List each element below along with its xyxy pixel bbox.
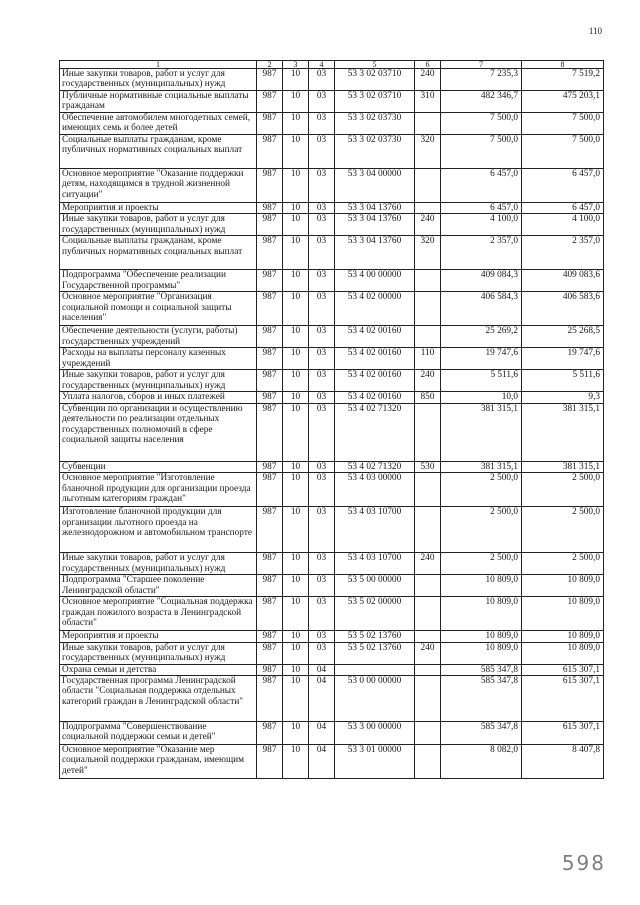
amount-year-2: 7 519,2: [522, 69, 604, 91]
expense-type-code: 240: [415, 642, 441, 664]
expense-type-code: 320: [415, 236, 441, 270]
target-article-code: 53 4 00 00000: [335, 270, 415, 292]
amount-year-1: 4 100,0: [441, 214, 522, 236]
section-code: 10: [283, 722, 309, 745]
amount-year-1: 7 500,0: [441, 135, 522, 169]
expense-name: Основное мероприятие "Оказание поддержки детям, находящимся в трудной жизненной ситуации": [60, 169, 257, 203]
table-row: [60, 631, 604, 642]
amount-year-1: 585 347,8: [441, 664, 522, 675]
column-header-2: 2: [257, 61, 283, 69]
header-row: [60, 61, 604, 69]
table-row: [60, 292, 604, 326]
section-code: 10: [283, 664, 309, 675]
section-code: 10: [283, 473, 309, 507]
column-header-6: 6: [415, 61, 441, 69]
amount-year-2: 615 307,1: [522, 664, 604, 675]
ministry-code: 987: [257, 553, 283, 575]
target-article-code: 53 3 02 03710: [335, 69, 415, 91]
column-header-1: 1: [60, 61, 257, 69]
subsection-code: 03: [309, 403, 335, 461]
amount-year-1: 7 235,3: [441, 69, 522, 91]
table-row: [60, 214, 604, 236]
expense-type-code: [415, 473, 441, 507]
expense-name: Иные закупки товаров, работ и услуг для государственных (муниципальных) нужд: [60, 69, 257, 91]
subsection-code: 03: [309, 236, 335, 270]
amount-year-1: 2 500,0: [441, 553, 522, 575]
amount-year-2: 406 583,6: [522, 292, 604, 326]
expense-type-code: 240: [415, 69, 441, 91]
ministry-code: 987: [257, 113, 283, 135]
section-code: 10: [283, 348, 309, 370]
section-code: 10: [283, 135, 309, 169]
ministry-code: 987: [257, 664, 283, 675]
amount-year-2: 4 100,0: [522, 214, 604, 236]
expense-type-code: 110: [415, 348, 441, 370]
table-row: [60, 236, 604, 270]
subsection-code: 03: [309, 270, 335, 292]
expense-name: Основное мероприятие "Организация социальной помощи и социальной защиты населения": [60, 292, 257, 326]
section-code: 10: [283, 169, 309, 203]
expense-type-code: [415, 676, 441, 722]
amount-year-2: 2 500,0: [522, 473, 604, 507]
table-row: [60, 135, 604, 169]
ministry-code: 987: [257, 403, 283, 461]
section-code: 10: [283, 507, 309, 553]
section-code: 10: [283, 69, 309, 91]
table-body: [60, 69, 604, 779]
expense-name: Подпрограмма "Совершенствование социальной поддержки семьи и детей": [60, 722, 257, 745]
subsection-code: 03: [309, 326, 335, 348]
ministry-code: 987: [257, 507, 283, 553]
section-code: 10: [283, 403, 309, 461]
subsection-code: 03: [309, 91, 335, 113]
subsection-code: 03: [309, 507, 335, 553]
expense-name: Публичные нормативные социальные выплаты гражданам: [60, 91, 257, 113]
table-row: [60, 348, 604, 370]
ministry-code: 987: [257, 214, 283, 236]
expense-type-code: 320: [415, 135, 441, 169]
section-code: 10: [283, 203, 309, 214]
expense-type-code: [415, 270, 441, 292]
expense-type-code: [415, 631, 441, 642]
expense-type-code: [415, 326, 441, 348]
expense-name: Обеспечение автомобилем многодетных семей, имеющих семь и более детей: [60, 113, 257, 135]
column-header-7: 7: [441, 61, 522, 69]
amount-year-1: 10 809,0: [441, 631, 522, 642]
ministry-code: 987: [257, 326, 283, 348]
amount-year-1: 10 809,0: [441, 597, 522, 631]
target-article-code: 53 4 03 10700: [335, 507, 415, 553]
expense-type-code: 850: [415, 392, 441, 403]
expense-name: Иные закупки товаров, работ и услуг для государственных (муниципальных) нужд: [60, 214, 257, 236]
target-article-code: 53 5 02 00000: [335, 597, 415, 631]
section-code: 10: [283, 461, 309, 472]
section-code: 10: [283, 236, 309, 270]
target-article-code: 53 3 02 03730: [335, 113, 415, 135]
amount-year-1: 585 347,8: [441, 722, 522, 745]
expense-type-code: [415, 664, 441, 675]
ministry-code: 987: [257, 473, 283, 507]
amount-year-2: 10 809,0: [522, 631, 604, 642]
target-article-code: 53 3 04 13760: [335, 214, 415, 236]
target-article-code: 53 3 04 13760: [335, 236, 415, 270]
expense-type-code: 530: [415, 461, 441, 472]
ministry-code: 987: [257, 169, 283, 203]
column-header-3: 3: [283, 61, 309, 69]
table-row: [60, 597, 604, 631]
amount-year-2: 2 357,0: [522, 236, 604, 270]
target-article-code: 53 4 02 00000: [335, 292, 415, 326]
amount-year-2: 381 315,1: [522, 461, 604, 472]
expense-type-code: 240: [415, 553, 441, 575]
amount-year-2: 381 315,1: [522, 403, 604, 461]
target-article-code: 53 4 03 00000: [335, 473, 415, 507]
subsection-code: 04: [309, 676, 335, 722]
amount-year-1: 19 747,6: [441, 348, 522, 370]
expense-name: Уплата налогов, сборов и иных платежей: [60, 392, 257, 403]
ministry-code: 987: [257, 203, 283, 214]
target-article-code: 53 3 02 03730: [335, 135, 415, 169]
ministry-code: 987: [257, 676, 283, 722]
table-row: [60, 91, 604, 113]
target-article-code: 53 4 02 00160: [335, 392, 415, 403]
amount-year-1: 6 457,0: [441, 203, 522, 214]
subsection-code: 03: [309, 203, 335, 214]
section-code: 10: [283, 292, 309, 326]
expense-name: Основное мероприятие "Оказание мер социальной поддержки гражданам, имеющим детей": [60, 745, 257, 779]
expense-name: Мероприятия и проекты: [60, 203, 257, 214]
amount-year-2: 2 500,0: [522, 553, 604, 575]
expense-name: Иные закупки товаров, работ и услуг для государственных (муниципальных) нужд: [60, 553, 257, 575]
page-number: 110: [588, 26, 602, 36]
subsection-code: 03: [309, 473, 335, 507]
amount-year-1: 2 500,0: [441, 473, 522, 507]
target-article-code: 53 4 02 71320: [335, 403, 415, 461]
ministry-code: 987: [257, 745, 283, 779]
amount-year-2: 615 307,1: [522, 722, 604, 745]
ministry-code: 987: [257, 722, 283, 745]
ministry-code: 987: [257, 292, 283, 326]
target-article-code: 53 4 02 71320: [335, 461, 415, 472]
ministry-code: 987: [257, 575, 283, 597]
table-row: [60, 326, 604, 348]
expense-name: Основное мероприятие "Изготовление бланочной продукции для организации проезда льготным категориям граждан": [60, 473, 257, 507]
subsection-code: 03: [309, 597, 335, 631]
page-stamp: 598: [561, 851, 606, 875]
subsection-code: 03: [309, 553, 335, 575]
target-article-code: 53 3 02 03710: [335, 91, 415, 113]
ministry-code: 987: [257, 597, 283, 631]
expense-name: Социальные выплаты гражданам, кроме публичных нормативных социальных выплат: [60, 236, 257, 270]
subsection-code: 03: [309, 575, 335, 597]
expense-name: Подпрограмма "Обеспечение реализации Государственной программы": [60, 270, 257, 292]
ministry-code: 987: [257, 135, 283, 169]
subsection-code: 03: [309, 214, 335, 236]
expense-type-code: [415, 722, 441, 745]
subsection-code: 04: [309, 745, 335, 779]
expense-name: Социальные выплаты гражданам, кроме публичных нормативных социальных выплат: [60, 135, 257, 169]
subsection-code: 03: [309, 631, 335, 642]
amount-year-2: 409 083,6: [522, 270, 604, 292]
section-code: 10: [283, 631, 309, 642]
section-code: 10: [283, 745, 309, 779]
amount-year-2: 19 747,6: [522, 348, 604, 370]
amount-year-2: 475 203,1: [522, 91, 604, 113]
budget-table: [59, 60, 604, 779]
expense-type-code: [415, 575, 441, 597]
expense-name: Мероприятия и проекты: [60, 631, 257, 642]
expense-name: Иные закупки товаров, работ и услуг для государственных (муниципальных) нужд: [60, 642, 257, 664]
table-row: [60, 473, 604, 507]
expense-name: Подпрограмма "Старшее поколение Ленинградской области": [60, 575, 257, 597]
amount-year-1: 482 346,7: [441, 91, 522, 113]
amount-year-1: 10,0: [441, 392, 522, 403]
table-row: [60, 113, 604, 135]
subsection-code: 03: [309, 370, 335, 392]
target-article-code: 53 3 04 13760: [335, 203, 415, 214]
expense-name: Охрана семьи и детства: [60, 664, 257, 675]
ministry-code: 987: [257, 392, 283, 403]
expense-name: Основное мероприятие "Социальная поддержка граждан пожилого возраста в Ленинградской области": [60, 597, 257, 631]
target-article-code: 53 4 02 00160: [335, 326, 415, 348]
section-code: 10: [283, 214, 309, 236]
amount-year-1: 25 269,2: [441, 326, 522, 348]
table-row: [60, 575, 604, 597]
expense-name: Изготовление бланочной продукции для организации льготного проезда на железнодорожном и автомобильном транспорте: [60, 507, 257, 553]
subsection-code: 04: [309, 664, 335, 675]
target-article-code: 53 3 01 00000: [335, 745, 415, 779]
ministry-code: 987: [257, 69, 283, 91]
column-header-4: 4: [309, 61, 335, 69]
ministry-code: 987: [257, 236, 283, 270]
section-code: 10: [283, 113, 309, 135]
section-code: 10: [283, 642, 309, 664]
ministry-code: 987: [257, 631, 283, 642]
amount-year-2: 10 809,0: [522, 642, 604, 664]
expense-type-code: [415, 597, 441, 631]
table-row: [60, 745, 604, 779]
table-row: [60, 507, 604, 553]
amount-year-2: 7 500,0: [522, 135, 604, 169]
target-article-code: 53 5 02 13760: [335, 642, 415, 664]
ministry-code: 987: [257, 370, 283, 392]
subsection-code: 03: [309, 642, 335, 664]
amount-year-2: 6 457,0: [522, 169, 604, 203]
section-code: 10: [283, 392, 309, 403]
amount-year-1: 6 457,0: [441, 169, 522, 203]
amount-year-2: 8 407,8: [522, 745, 604, 779]
amount-year-1: 406 584,3: [441, 292, 522, 326]
subsection-code: 03: [309, 461, 335, 472]
amount-year-1: 7 500,0: [441, 113, 522, 135]
table-row: [60, 461, 604, 472]
target-article-code: 53 3 04 00000: [335, 169, 415, 203]
section-code: 10: [283, 370, 309, 392]
target-article-code: 53 4 03 10700: [335, 553, 415, 575]
amount-year-2: 25 268,5: [522, 326, 604, 348]
table-row: [60, 69, 604, 91]
expense-type-code: [415, 169, 441, 203]
ministry-code: 987: [257, 91, 283, 113]
section-code: 10: [283, 575, 309, 597]
target-article-code: 53 3 00 00000: [335, 722, 415, 745]
amount-year-1: 10 809,0: [441, 575, 522, 597]
target-article-code: 53 0 00 00000: [335, 676, 415, 722]
subsection-code: 03: [309, 169, 335, 203]
section-code: 10: [283, 326, 309, 348]
amount-year-1: 409 084,3: [441, 270, 522, 292]
subsection-code: 04: [309, 722, 335, 745]
column-header-5: 5: [335, 61, 415, 69]
amount-year-1: 2 500,0: [441, 507, 522, 553]
expense-type-code: [415, 113, 441, 135]
table-row: [60, 642, 604, 664]
subsection-code: 03: [309, 392, 335, 403]
expense-name: Субвенции: [60, 461, 257, 472]
amount-year-1: 381 315,1: [441, 403, 522, 461]
section-code: 10: [283, 91, 309, 113]
expense-name: Обеспечение деятельности (услуги, работы) государственных учреждений: [60, 326, 257, 348]
target-article-code: 53 5 00 00000: [335, 575, 415, 597]
section-code: 10: [283, 676, 309, 722]
expense-type-code: 310: [415, 91, 441, 113]
table-row: [60, 370, 604, 392]
amount-year-2: 7 500,0: [522, 113, 604, 135]
amount-year-1: 5 511,6: [441, 370, 522, 392]
table-row: [60, 270, 604, 292]
amount-year-1: 10 809,0: [441, 642, 522, 664]
table-row: [60, 403, 604, 461]
amount-year-2: 10 809,0: [522, 575, 604, 597]
target-article-code: 53 5 02 13760: [335, 631, 415, 642]
amount-year-1: 381 315,1: [441, 461, 522, 472]
expense-type-code: [415, 203, 441, 214]
expense-type-code: [415, 403, 441, 461]
amount-year-2: 6 457,0: [522, 203, 604, 214]
table-row: [60, 664, 604, 675]
amount-year-2: 9,3: [522, 392, 604, 403]
subsection-code: 03: [309, 135, 335, 169]
target-article-code: 53 4 02 00160: [335, 370, 415, 392]
amount-year-2: 615 307,1: [522, 676, 604, 722]
expense-type-code: [415, 507, 441, 553]
subsection-code: 03: [309, 113, 335, 135]
ministry-code: 987: [257, 348, 283, 370]
expense-type-code: [415, 745, 441, 779]
expense-type-code: 240: [415, 214, 441, 236]
target-article-code: 53 4 02 00160: [335, 348, 415, 370]
table-row: [60, 392, 604, 403]
subsection-code: 03: [309, 348, 335, 370]
amount-year-2: 5 511,6: [522, 370, 604, 392]
target-article-code: [335, 664, 415, 675]
amount-year-1: 2 357,0: [441, 236, 522, 270]
expense-name: Субвенции по организации и осуществлению деятельности по реализации отдельных государственных полномочий в сфере социальной защиты населения: [60, 403, 257, 461]
section-code: 10: [283, 597, 309, 631]
expense-type-code: [415, 292, 441, 326]
subsection-code: 03: [309, 292, 335, 326]
amount-year-2: 10 809,0: [522, 597, 604, 631]
table-row: [60, 676, 604, 722]
table-row: [60, 553, 604, 575]
expense-type-code: 240: [415, 370, 441, 392]
table-row: [60, 203, 604, 214]
table-row: [60, 722, 604, 745]
expense-name: Государственная программа Ленинградской области "Социальная поддержка отдельных категорий граждан в Ленинградской области": [60, 676, 257, 722]
ministry-code: 987: [257, 270, 283, 292]
subsection-code: 03: [309, 69, 335, 91]
section-code: 10: [283, 270, 309, 292]
amount-year-1: 585 347,8: [441, 676, 522, 722]
amount-year-2: 2 500,0: [522, 507, 604, 553]
expense-name: Расходы на выплаты персоналу казенных учреждений: [60, 348, 257, 370]
amount-year-1: 8 082,0: [441, 745, 522, 779]
ministry-code: 987: [257, 461, 283, 472]
ministry-code: 987: [257, 642, 283, 664]
table-row: [60, 169, 604, 203]
expense-name: Иные закупки товаров, работ и услуг для государственных (муниципальных) нужд: [60, 370, 257, 392]
section-code: 10: [283, 553, 309, 575]
column-header-8: 8: [522, 61, 604, 69]
